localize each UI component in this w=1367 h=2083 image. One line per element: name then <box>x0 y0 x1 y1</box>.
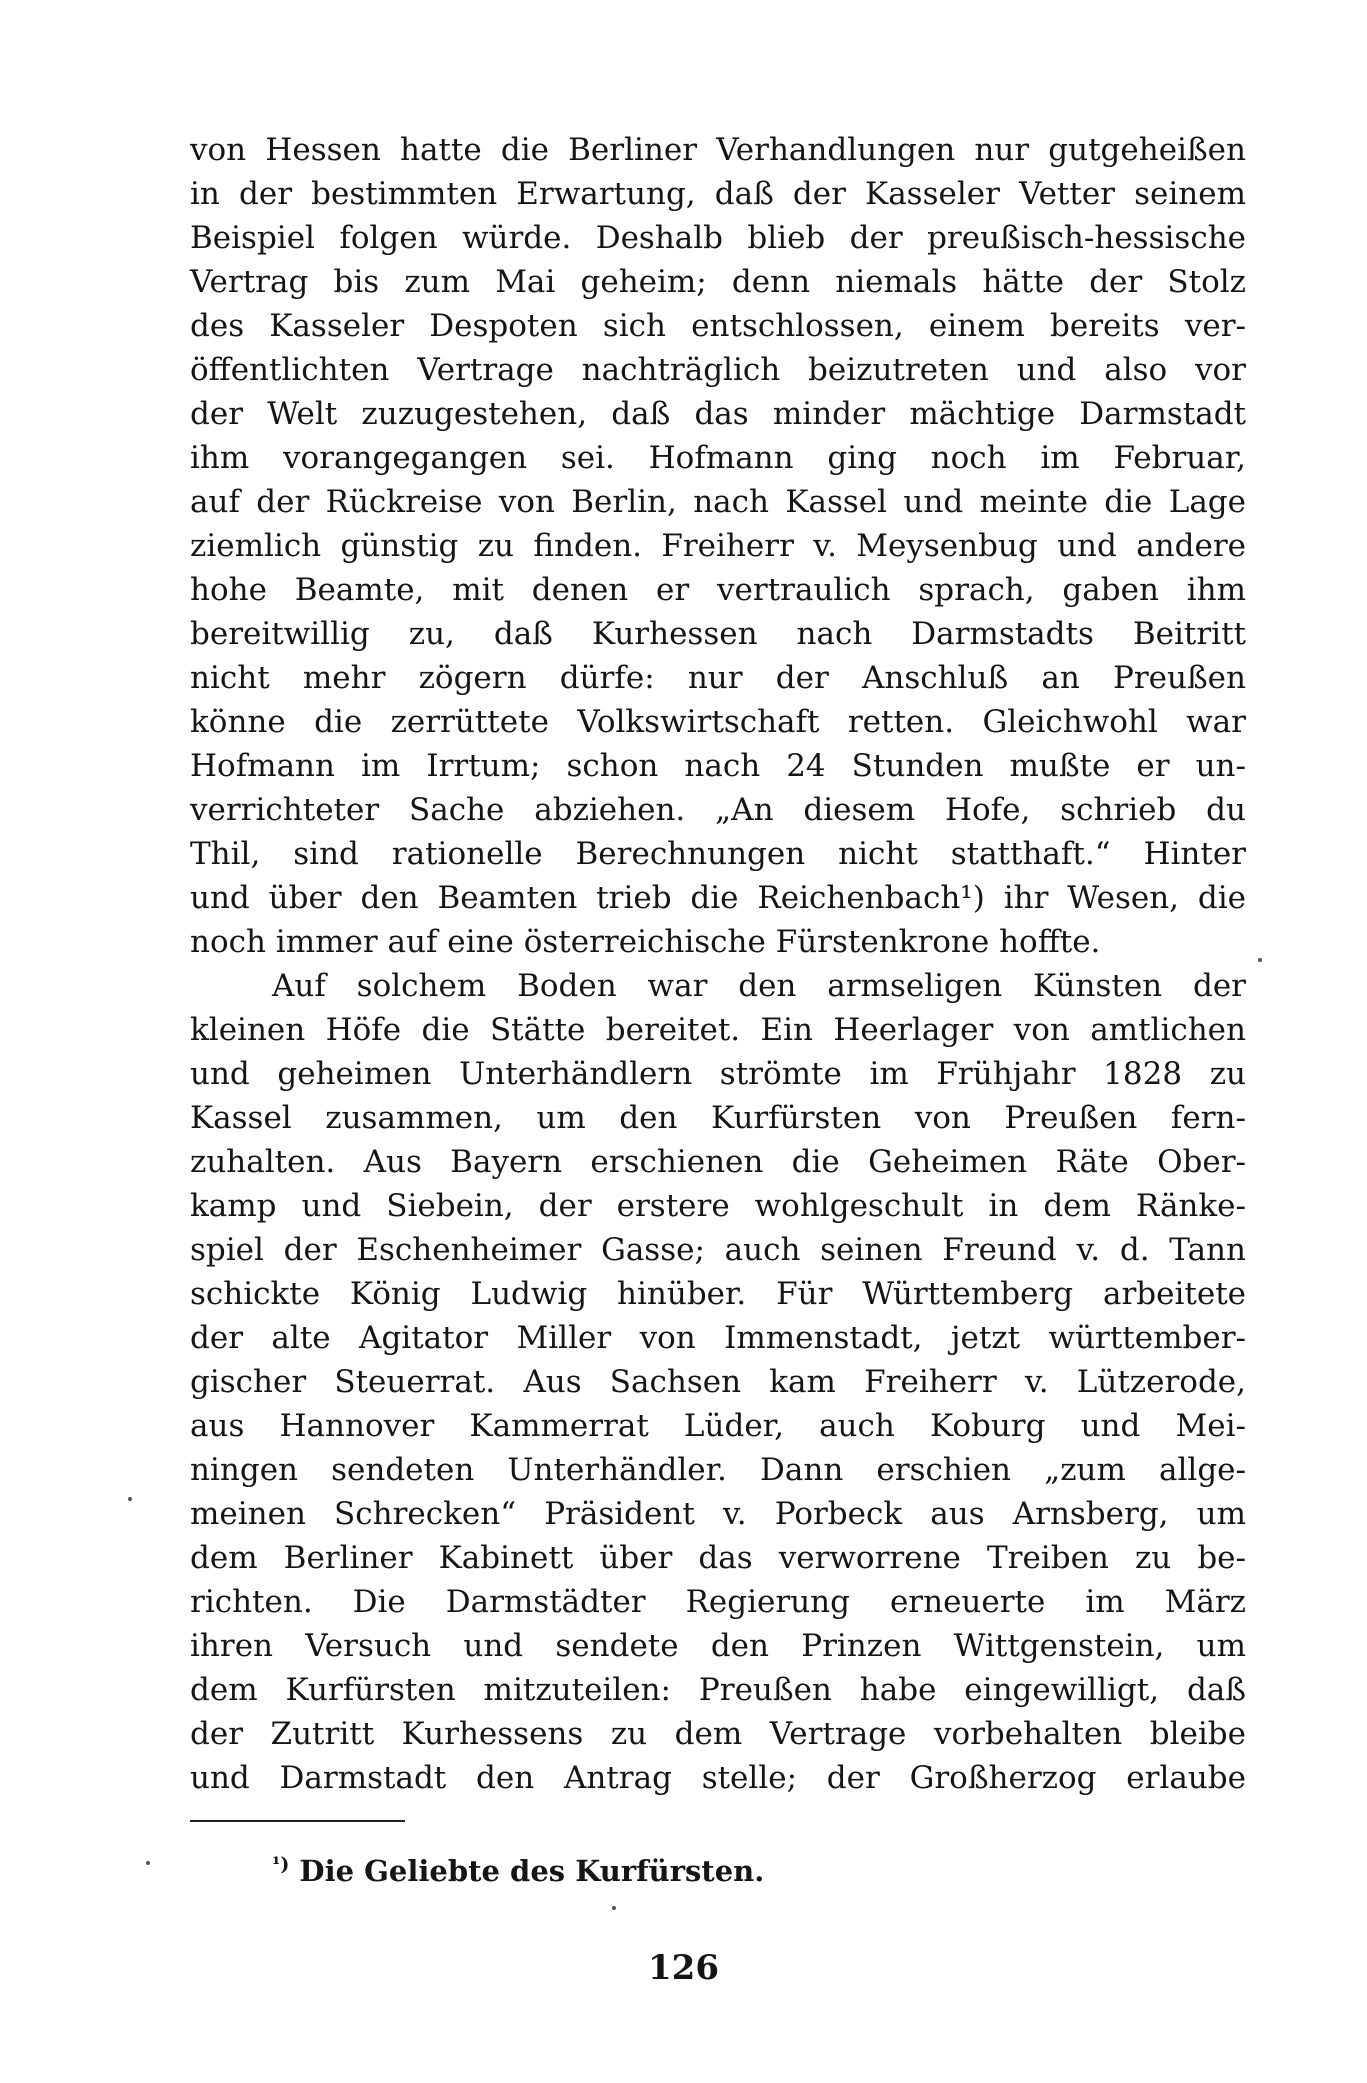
text-line: ihren Versuch und sendete den Prinzen Wittgenstein, um <box>190 1628 1246 1664</box>
footnote <box>272 1850 764 1892</box>
text-line: schickte König Ludwig hinüber. Für Württemberg arbeitete <box>190 1276 1246 1312</box>
text-line: Kassel zusammen, um den Kurfürsten von Preußen fern- <box>190 1100 1246 1136</box>
text-line: meinen Schrecken“ Präsident v. Porbeck aus Arnsberg, um <box>190 1496 1246 1532</box>
text-line: könne die zerrüttete Volkswirtschaft retten. Gleichwohl war <box>190 704 1246 740</box>
print-speck <box>128 1497 132 1501</box>
text-line: nicht mehr zögern dürfe: nur der Anschluß an Preußen <box>190 660 1246 696</box>
text-line: ziemlich günstig zu finden. Freiherr v. Meysenbug und andere <box>190 528 1246 564</box>
text-line: Beispiel folgen würde. Deshalb blieb der preußisch-hessische <box>190 220 1246 256</box>
footnote-divider <box>190 1820 405 1822</box>
text-line: und über den Beamten trieb die Reichenbach¹) ihr Wesen, die <box>190 880 1246 916</box>
text-line: ningen sendeten Unterhändler. Dann erschien „zum allge- <box>190 1452 1246 1488</box>
text-line: dem Berliner Kabinett über das verworrene Treiben zu be- <box>190 1540 1246 1576</box>
text-line: öffentlichten Vertrage nachträglich beizutreten und also vor <box>190 352 1246 388</box>
text-line: der Zutritt Kurhessens zu dem Vertrage vorbehalten bleibe <box>190 1716 1246 1752</box>
print-speck <box>146 1861 150 1865</box>
text-line: Vertrag bis zum Mai geheim; denn niemals hätte der Stolz <box>190 264 1246 300</box>
text-line: kamp und Siebein, der erstere wohlgeschult in dem Ränke- <box>190 1188 1246 1224</box>
text-line: des Kasseler Despoten sich entschlossen, einem bereits ver- <box>190 308 1246 344</box>
text-line: der Welt zuzugestehen, daß das minder mächtige Darmstadt <box>190 396 1246 432</box>
text-line: und geheimen Unterhändlern strömte im Frühjahr 1828 zu <box>190 1056 1246 1092</box>
text-line: zuhalten. Aus Bayern erschienen die Geheimen Räte Ober- <box>190 1144 1246 1180</box>
text-line: in der bestimmten Erwartung, daß der Kasseler Vetter seinem <box>190 176 1246 212</box>
footnote-text: Die Geliebte des Kurfürsten. <box>299 1854 765 1888</box>
body-text <box>190 128 1246 1800</box>
text-line: ihm vorangegangen sei. Hofmann ging noch im Februar, <box>190 440 1246 476</box>
text-line: kleinen Höfe die Stätte bereitet. Ein Heerlager von amtlichen <box>190 1012 1246 1048</box>
footnote-marker: ¹) <box>272 1853 290 1876</box>
text-line: auf der Rückreise von Berlin, nach Kassel und meinte die Lage <box>190 484 1246 520</box>
paragraph-end-line: noch immer auf eine österreichische Fürstenkrone hoffte. <box>190 924 1101 960</box>
text-line: bereitwillig zu, daß Kurhessen nach Darmstadts Beitritt <box>190 616 1246 652</box>
text-line: und Darmstadt den Antrag stelle; der Großherzog erlaube <box>190 1760 1246 1796</box>
text-line: richten. Die Darmstädter Regierung erneuerte im März <box>190 1584 1246 1620</box>
text-line: von Hessen hatte die Berliner Verhandlungen nur gutgeheißen <box>190 132 1246 168</box>
text-line: aus Hannover Kammerrat Lüder, auch Koburg und Mei- <box>190 1408 1246 1444</box>
print-speck <box>1258 958 1262 962</box>
text-line: verrichteter Sache abziehen. „An diesem Hofe, schrieb du <box>190 792 1246 828</box>
print-speck <box>612 1906 616 1910</box>
text-line: Thil, sind rationelle Berechnungen nicht statthaft.“ Hinter <box>190 836 1246 872</box>
text-line: der alte Agitator Miller von Immenstadt, jetzt württember- <box>190 1320 1246 1356</box>
text-line: spiel der Eschenheimer Gasse; auch seinen Freund v. d. Tann <box>190 1232 1246 1268</box>
text-line: gischer Steuerrat. Aus Sachsen kam Freiherr v. Lützerode, <box>190 1364 1246 1400</box>
paragraph-start-line: Auf solchem Boden war den armseligen Künsten der <box>272 968 1246 1004</box>
text-line: Hofmann im Irrtum; schon nach 24 Stunden mußte er un- <box>190 748 1246 784</box>
page-number: 126 <box>648 1948 719 1988</box>
text-line: dem Kurfürsten mitzuteilen: Preußen habe eingewilligt, daß <box>190 1672 1246 1708</box>
text-line: hohe Beamte, mit denen er vertraulich sprach, gaben ihm <box>190 572 1246 608</box>
